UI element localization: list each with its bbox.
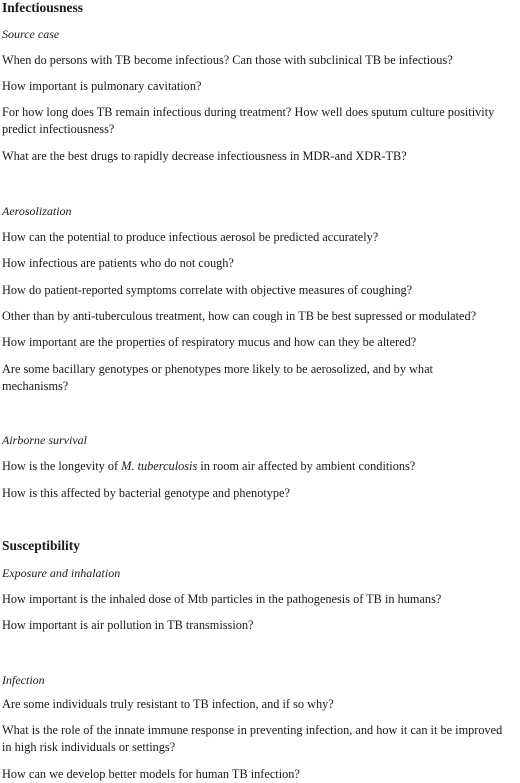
section-title-infectiousness: Infectiousness: [2, 0, 84, 15]
question-item: How infectious are patients who do not cough?: [2, 256, 234, 270]
question-item: How important is pulmonary cavitation?: [2, 79, 202, 93]
question-item: How can the potential to produce infectious aerosol be predicted accurately?: [2, 230, 379, 244]
question-item: Are some individuals truly resistant to TB infection, and if so why?: [2, 697, 334, 711]
question-item: What are the best drugs to rapidly decrease infectiousness in MDR-and XDR-TB?: [2, 149, 407, 163]
subheading-infection: Infection: [2, 673, 45, 687]
question-item: [2, 458, 507, 475]
subheading-source-case: Source case: [2, 27, 60, 41]
question-item: Other than by anti-tuberculous treatment, how can cough in TB be best supressed or modulated?: [2, 309, 477, 323]
subheading-aerosolization: Aerosolization: [2, 204, 72, 218]
question-item: How important is air pollution in TB transmission?: [2, 618, 254, 632]
subheading-airborne-survival: Airborne survival: [2, 433, 87, 447]
question-item: Are some bacillary genotypes or phenotypes more likely to be aerosolized, and by what mechanisms?: [2, 362, 433, 393]
question-item: How is this affected by bacterial genotype and phenotype?: [2, 486, 290, 500]
question-item: When do persons with TB become infectious? Can those with subclinical TB be infectious?: [2, 53, 453, 67]
question-text: in room air affected by ambient conditions?: [197, 459, 416, 473]
question-item: What is the role of the innate immune response in preventing infection, and how it can it be improved in high risk individuals or settings?: [2, 723, 503, 754]
question-item: For how long does TB remain infectious during treatment? How well does sputum culture positivity predict infectiousness?: [2, 105, 495, 136]
section-title-susceptibility: Susceptibility: [2, 538, 81, 553]
question-item: How important is the inhaled dose of Mtb particles in the pathogenesis of TB in humans?: [2, 592, 442, 606]
question-text: How is the longevity of: [2, 459, 122, 473]
subheading-exposure-inhalation: Exposure and inhalation: [2, 566, 121, 580]
question-item: How can we develop better models for human TB infection?: [2, 767, 300, 781]
question-item: How do patient-reported symptoms correlate with objective measures of coughing?: [2, 283, 413, 297]
question-item: How important are the properties of respiratory mucus and how can they be altered?: [2, 335, 417, 349]
organism-name: M. tuberculosis: [121, 459, 198, 473]
